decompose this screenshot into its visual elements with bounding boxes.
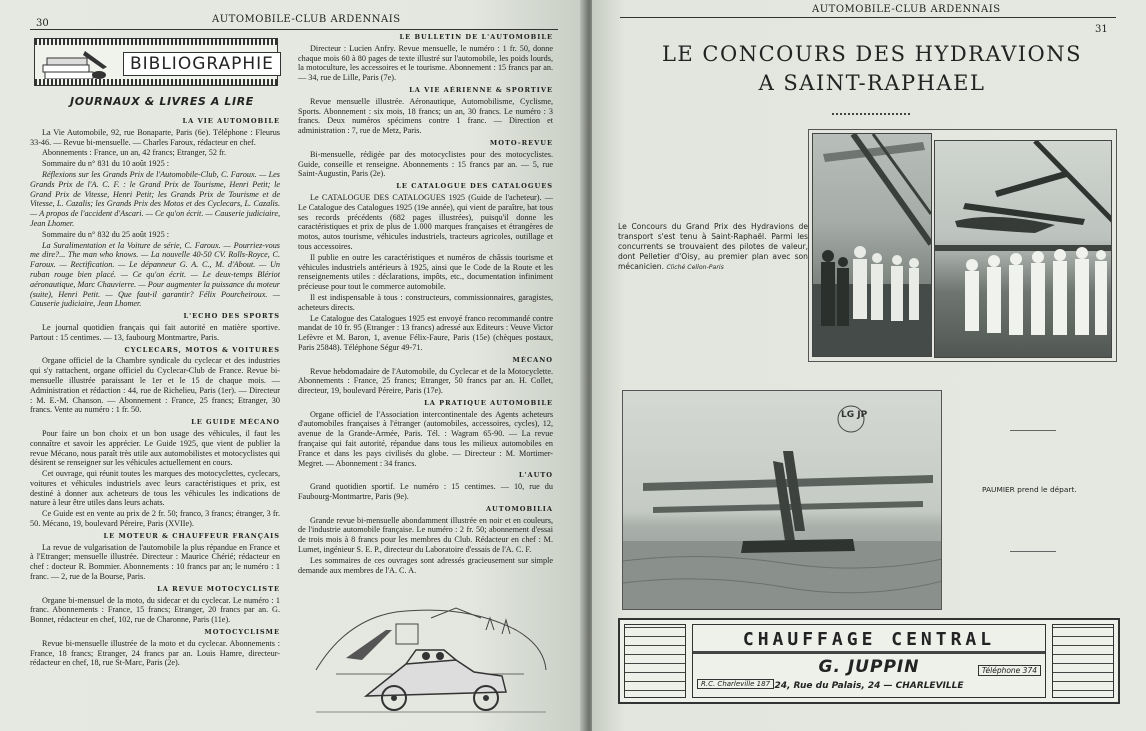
journal-paragraph: Le Catalogue des Catalogues 1925 est envoyé franco recommandé contre mandat de 10 fr. 95 (Etranger : 13 francs) adressé aux Editeurs : Veuve Victor Lefèvre et M. Baron, 1, avenue Félix-Faure, Paris (15e) (chèques postaux, Paris 25848). Téléphone Ségur 49-71.: [298, 313, 553, 352]
journal-heading: CYCLECARS, MOTOS & VOITURES: [124, 345, 280, 354]
left-page-number: 30: [36, 18, 49, 29]
sea-caption-rule-bottom: [1010, 551, 1056, 552]
journal-heading: MOTO-REVUE: [489, 138, 553, 147]
photo-seaplane-takeoff: [622, 390, 942, 610]
journal-heading: L'AUTO: [518, 471, 553, 480]
sea-photo-caption: PAUMIER prend le départ.: [982, 485, 1077, 494]
journal-heading: MOTOCYCLISME: [204, 628, 280, 637]
journal-paragraph: La revue de vulgarisation de l'automobile la plus répandue en France et à l'Etranger; mensuelle illustrée. Directeur : Maurice Chérié; rédacteur en chef : docteur R. Bommier. Abonnements : 10 francs par an; le numéro : 1 franc. — 2, rue de la Bourse, Paris.: [30, 542, 280, 582]
banner-stripes-top: [35, 39, 277, 45]
advert-rc: R.C. Charleville 187: [697, 679, 774, 689]
article-title-line-1: LE CONCOURS DES HYDRAVIONS: [661, 42, 1083, 66]
advert-heading: CHAUFFAGE CENTRAL: [742, 629, 996, 650]
photo-seaplane-crowd: [934, 140, 1112, 358]
advert-ornament-left: [624, 624, 686, 698]
bibliographie-title: BIBLIOGRAPHIE: [123, 52, 281, 76]
banner-stripes-bottom: [35, 79, 277, 85]
journal-paragraph: Ce Guide est en vente au prix de 2 fr. 50; franco, 3 francs; étranger, 3 fr. 50. Mécano, 19, boulevard Péreire, Paris (XVIIe).: [30, 509, 280, 529]
advert-ornament-right: [1052, 624, 1114, 698]
photo-credit: Cliché Cellon-Paris: [666, 264, 724, 271]
photo-logo: LG JP: [841, 410, 868, 420]
sea-caption-rule-top: [1010, 430, 1056, 431]
right-page: [592, 0, 1146, 731]
bibliographie-banner: [34, 38, 278, 86]
journal-paragraph: Il publie en outre les caractéristiques et numéros de châssis tourisme et véhicules industriels antérieurs à 1925, ainsi que le Code de la Route et les renseignements utiles : déclarations, impôts, etc., documentation infiniment précieuse pour tout le commerce automobile.: [298, 252, 553, 292]
advert-panel: [692, 624, 1046, 698]
summary-paragraph: La Suralimentation et la Voiture de série, C. Faroux. — Pourriez-vous me dire?... The man who knows. — La nouvelle 40-50 CV. Rolls-Royce, C. Faroux. — Rectification. — Le dépanneur G. A. C., M. d'About. — Un ruban rouge bien placé. — Ce qu'on écrit. — Le deux-temps Blériot aéronautique, Marc Chauvierre. — Pour augmenter la puissance du moteur (suite), Henri Petit. — Que faut-il garantir? Félix Pourcheiroux. — Causerie judiciaire, Jean Lhomer.: [30, 240, 280, 309]
advert-phone: Téléphone 374: [978, 665, 1041, 676]
journal-paragraph: Il est indispensable à tous : constructeurs, commissionnaires, garagistes, acheteurs directs.: [298, 292, 553, 312]
journal-heading: LA PRATIQUE AUTOMOBILE: [424, 398, 553, 407]
article-title: [622, 40, 1122, 98]
article-title-line-2: A SAINT-RAPHAEL: [758, 71, 986, 95]
journal-heading: LA REVUE MOTOCYCLISTE: [157, 584, 280, 593]
journal-paragraph: Organe bi-mensuel de la moto, du sidecar et du cyclecar. Le numéro : 1 franc. Abonnements : France, 15 francs; Etranger, 20 francs par an. G. Bonnet, rédacteur en chef, 102, rue de Charonne, Paris (11e).: [30, 595, 280, 625]
left-running-head: AUTOMOBILE-CLUB ARDENNAIS: [212, 14, 401, 25]
journal-heading: LE MOTEUR & CHAUFFEUR FRANÇAIS: [103, 531, 280, 540]
journal-heading: LE GUIDE MÉCANO: [191, 418, 280, 427]
journal-heading: L'ECHO DES SPORTS: [183, 312, 280, 321]
journal-paragraph: La Vie Automobile, 92, rue Bonaparte, Paris (6e). Téléphone : Fleurus 33-46. — Revue bi-mensuelle. — Charles Faroux, rédacteur en chef.: [30, 127, 280, 147]
bibliography-column-2: [298, 30, 553, 598]
journal-paragraph: Bi-mensuelle, rédigée par des motocyclistes pour des motocyclistes. Guide, conseille et renseigne. Abonnements : 15 francs par an. — 5, rue Saint-Augustin, Paris (2e).: [298, 149, 553, 179]
photo-caption-text: Le Concours du Grand Prix des Hydravions de transport s'est tenu à Saint-Raphaël. Parmi les concurrents se trouvaient des pilotes de valeur, dont Pelletier d'Oisy, au premier plan avec son mécanicien.: [618, 222, 808, 271]
journal-paragraph: Grand quotidien sportif. Le numéro : 15 centimes. — 10, rue du Faubourg-Montmartre, Paris (9e).: [298, 482, 553, 502]
advert-address: 24, Rue du Palais, 24 — CHARLEVILLE: [774, 681, 964, 691]
journal-paragraph: Revue bi-mensuelle illustrée de la moto et du cyclecar. Abonnements : France, 18 francs; Etranger, 24 francs par an. Louis Hamre, directeur-rédacteur en chef, 18, rue St-Marc, Paris (2e).: [30, 638, 280, 668]
journal-paragraph: Le journal quotidien français qui fait autorité en matière sportive. Partout : 15 centimes. — 13, faubourg Montmartre, Paris.: [30, 322, 280, 342]
bibliography-column-1: [30, 114, 280, 714]
right-running-head: AUTOMOBILE-CLUB ARDENNAIS: [812, 4, 1001, 15]
books-quill-icon: [41, 47, 111, 81]
journal-heading: MÉCANO: [512, 355, 553, 364]
journal-paragraph: Les sommaires de ces ouvrages sont adressés gracieusement sur simple demande aux membres de l'A. C. A.: [298, 555, 553, 575]
journal-paragraph: Organe officiel de l'Association intercontinentale des Agents acheteurs d'automobiles françaises à l'étranger (automobiles, accessoires, cycles), 12, avenue de la Grande-Armée, Paris. Tél. : Wagram 65-90. — La revue française qui fait autorité, répandue dans tous les milieux automobiles en France et dans les pays civilisés du globe. — Directeur : M. Mortimer-Megret. — Abonnement : 34 francs.: [298, 409, 553, 468]
journal-heading: LA VIE AUTOMOBILE: [182, 117, 280, 125]
section-title: JOURNAUX & LIVRES A LIRE: [70, 95, 254, 108]
journal-heading: LE CATALOGUE DES CATALOGUES: [396, 182, 553, 191]
summary-paragraph: Réflexions sur les Grands Prix de l'Automobile-Club, C. Faroux. — Les Grands Prix de l'A. C. F. : le Grand Prix de Tourisme, Henri Petit; le Grand Prix de Vitesse, Henri Petit; les Grands Prix de Tourisme et de Vitesse, L. Cazalis; les Grands Prix des Motos et des Cyclecars, L. Cazalis. — A propos de l'accident d'Ascari. — Ce qu'on écrit. — Causerie judiciaire, Jean Lhomer.: [30, 169, 280, 228]
advert-bar: [693, 651, 1045, 654]
journal-paragraph: Cet ouvrage, qui réunit toutes les marques des motocyclettes, cyclecars, voitures et véhicules industriels avec leurs caractéristiques et prix, est destiné à donner aux acheteurs de tous les véhicules les indications de nature à leur être utiles dans leurs achats.: [30, 469, 280, 508]
journal-heading: LA VIE AÉRIENNE & SPORTIVE: [409, 85, 553, 94]
journal-paragraph: Sommaire du n° 832 du 25 août 1925 :: [42, 229, 169, 239]
journal-paragraph: Pour faire un bon choix et un bon usage des véhicules, il faut les connaître et savoir les apprécier. Le Guide 1925, que vient de publier la revue Mécano, nous paraît très utile aux automobilistes et motocyclistes qui désirent se renseigner sur les véhicules actuellement en cours.: [30, 428, 280, 468]
journal-heading: LE BULLETIN DE L'AUTOMOBILE: [399, 33, 553, 41]
journal-paragraph: Directeur : Lucien Anfry. Revue mensuelle, le numéro : 1 fr. 50, donne chaque mois 60 à 80 pages de texte illustré sur l'automobile, les poids lourds, la motoculture, les accessoires et le tourisme. Abonnement : 15 francs par an. — 34, rue de Lille, Paris (7e).: [298, 43, 553, 83]
vintage-car-illustration: [306, 600, 554, 718]
photo-pilots-crane: [812, 133, 932, 357]
right-page-number: 31: [1095, 24, 1108, 35]
right-head-rule: [620, 17, 1116, 18]
journal-paragraph: Revue mensuelle illustrée. Aéronautique, Automobilisme, Cyclisme, Sports. Abonnement : six mois, 18 francs; un an, 30 francs. Le numéro : 3 francs. Deux numéros spécimens contre 1 franc. — Direction et administration : 7, rue de Metz, Paris.: [298, 96, 553, 136]
journal-paragraph: Organe officiel de la Chambre syndicale du cyclecar et des industries qui s'y rattachent, organe officiel du Cyclecar-Club de France. Revue bi-mensuelle illustrée paraissant le 1er et le 15 de chaque mois. — Administration et rédaction : 44, rue de Richelieu, Paris (1er). — Directeur : M. E.-M. Chanson. — Abonnement : France, 25 francs; Etranger, 30 francs. Vente au numéro : 1 fr. 50.: [30, 356, 280, 415]
journal-paragraph: Grande revue bi-mensuelle abondamment illustrée en noir et en couleurs, de l'industrie automobile française. Le numéro : 2 fr. 50; abonnement d'essai de trois mois à 8 francs pour les membres du Club. Rédacteur en chef : M. Lumet, ingénieur S. E. P., directeur du Laboratoire d'essais de l'A. C. F.: [298, 515, 553, 555]
journal-paragraph: Revue hebdomadaire de l'Automobile, du Cyclecar et de la Motocyclette. Abonnements : France, 25 francs; Etranger, 50 francs par an. H. Collet, directeur, 19, boulevard Péreire, Paris (17e).: [298, 366, 553, 396]
chauffage-advert: [618, 618, 1120, 704]
journal-paragraph: Le CATALOGUE DES CATALOGUES 1925 (Guide de l'acheteur). — Le Catalogue des Catalogues 1925 (19e année), qui vient de paraître, bat tous ses records précédents (682 pages illustrées), puisqu'il donne les caractéristiques et prix de plus de 1.000 marques françaises et étrangères de motos, autos tourisme, véhicules industriels, tracteurs agricoles, outillage et tous accessoires.: [298, 192, 553, 251]
title-dotted-rule: [832, 113, 910, 115]
advert-name: G. JUPPIN: [818, 657, 920, 677]
photo-caption: [618, 222, 808, 273]
journal-paragraph: Sommaire du n° 831 du 10 août 1925 :: [42, 159, 169, 169]
journal-paragraph: Abonnements : France, un an, 42 francs; Etranger, 52 fr.: [42, 148, 227, 158]
journal-heading: AUTOMOBILIA: [485, 504, 553, 513]
